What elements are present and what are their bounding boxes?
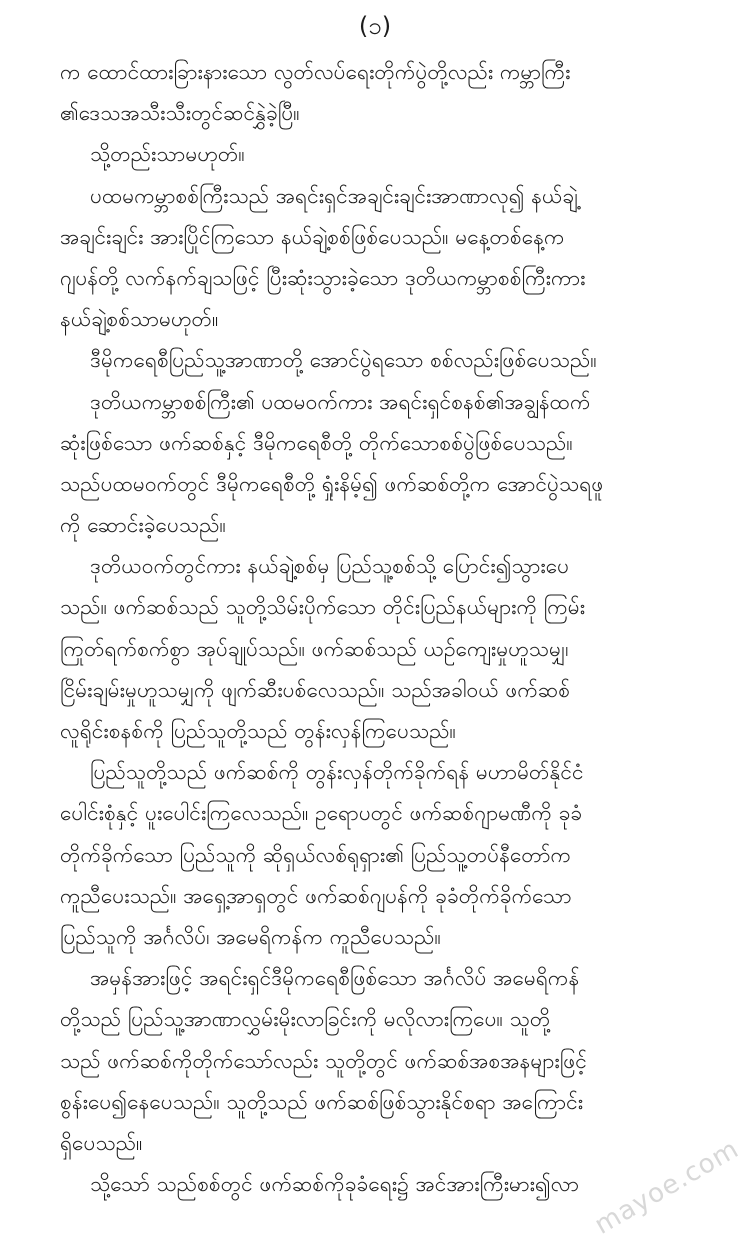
text-line: အမှန်အားဖြင့် အရင်းရှင်ဒီမိုကရေစီဖြစ်သော အင်္ဂလိပ် အမေရိကန်: [90, 966, 580, 991]
text-line: သည်ပထမဝက်တွင် ဒီမိုကရေစီတို့ ရှုံးနိမ့်၍ ဖက်ဆစ်တို့က အောင်ပွဲသရဖူ: [60, 471, 604, 496]
text-line: ၏ဒေသအသီးသီးတွင်ဆင်နွှဲခဲ့ပြီ။: [60, 101, 300, 126]
text-line: ဂျပန်တို့ လက်နက်ချသဖြင့် ပြီးဆုံးသွားခဲ့သော ဒုတိယကမ္ဘာစစ်ကြီးကား: [60, 265, 586, 290]
text-line: ဒုတိယဝက်တွင်ကား နယ်ချဲ့စစ်မှ ပြည်သူ့စစ်သို့ ပြောင်း၍သွားပေ: [90, 554, 570, 579]
text-line: တို့သည် ပြည်သူ့အာဏာလွှမ်းမိုးလာခြင်းကို မလိုလားကြပေ။ သူတို့: [60, 1007, 551, 1032]
text-line: နယ်ချဲ့စစ်သာမဟုတ်။: [60, 307, 219, 332]
body-text: [60, 52, 720, 1205]
text-line: သည် ဖက်ဆစ်ကိုတိုက်သော်လည်း သူတို့တွင် ဖက်ဆစ်အစအနများဖြင့်: [60, 1048, 587, 1073]
text-line: စွန်းပေ၍နေပေသည်။ သူတို့သည် ဖက်ဆစ်ဖြစ်သွားနိုင်စရာ အကြောင်း: [60, 1089, 584, 1114]
text-line: ဒီမိုကရေစီပြည်သူ့အာဏာတို့ အောင်ပွဲရသော စစ်လည်းဖြစ်ပေသည်။: [90, 348, 597, 373]
text-line: ပြည်သူကို အင်္ဂလိပ်၊ အမေရိကန်က ကူညီပေသည်။: [60, 924, 441, 949]
text-line: သည်။ ဖက်ဆစ်သည် သူတို့သိမ်းပိုက်သော တိုင်းပြည်နယ်များကို ကြမ်း: [60, 595, 586, 620]
text-line: ကူညီပေးသည်။ အရှေ့အာရှတွင် ဖက်ဆစ်ဂျပန်ကို ခုခံတိုက်ခိုက်သော: [60, 883, 572, 908]
text-line: ဆုံးဖြစ်သော ဖက်ဆစ်နှင့် ဒီမိုကရေစီတို့ တိုက်သောစစ်ပွဲဖြစ်ပေသည်။: [60, 430, 573, 455]
text-line: ပေါင်းစုံနှင့် ပူးပေါင်းကြလေသည်။ ဥရောပတွင် ဖက်ဆစ်ဂျာမဏီကို ခုခံ: [60, 801, 583, 826]
text-line: ရှိပေသည်။: [60, 1130, 143, 1155]
text-line: လူရိုင်းစနစ်ကို ပြည်သူတို့သည် တွန်းလှန်ကြပေသည်။: [60, 719, 456, 743]
text-line: ငြိမ်းချမ်းမှုဟူသမျှကို ဖျက်ဆီးပစ်လေသည်။ သည်အခါဝယ် ဖက်ဆစ်: [60, 677, 571, 702]
text-line: အချင်းချင်း အားပြိုင်ကြသော နယ်ချဲ့စစ်ဖြစ်ပေသည်။ မနေ့တစ်နေ့က: [60, 224, 565, 249]
text-line: သို့သော် သည်စစ်တွင် ဖက်ဆစ်ကိုခုခံရေး၌ အင်အားကြီးမား၍လာ: [90, 1172, 580, 1197]
text-line: ပြည်သူတို့သည် ဖက်ဆစ်ကို တွန်းလှန်တိုက်ခိုက်ရန် မဟာမိတ်နိုင်ငံ: [90, 760, 584, 785]
text-line: ပထမကမ္ဘာစစ်ကြီးသည် အရင်းရှင်အချင်းချင်းအာဏာလု၍ နယ်ချဲ့: [90, 183, 578, 208]
watermark: mayoe.com: [589, 1134, 744, 1241]
text-line: တိုက်ခိုက်သော ပြည်သူကို ဆိုရှယ်လစ်ရုရှား၏ ပြည်သူ့တပ်နီတော်က: [60, 842, 572, 867]
text-line: ကြုတ်ရက်စက်စွာ အုပ်ချုပ်သည်။ ဖက်ဆစ်သည် ယဉ်ကျေးမှုဟူသမျှ၊: [60, 636, 569, 661]
text-line: က ထောင်ထားခြားနားသော လွတ်လပ်ရေးတိုက်ပွဲတို့လည်း ကမ္ဘာကြီး: [60, 60, 571, 84]
page-number: (၁): [358, 12, 392, 40]
text-line: ဒုတိယကမ္ဘာစစ်ကြီး၏ ပထမဝက်ကား အရင်းရှင်စနစ်၏အချွန်ထက်: [90, 389, 591, 414]
text-line: သို့တည်းသာမဟုတ်။: [90, 142, 245, 167]
text-line: ကို ဆောင်းခဲ့ပေသည်။: [60, 513, 226, 538]
